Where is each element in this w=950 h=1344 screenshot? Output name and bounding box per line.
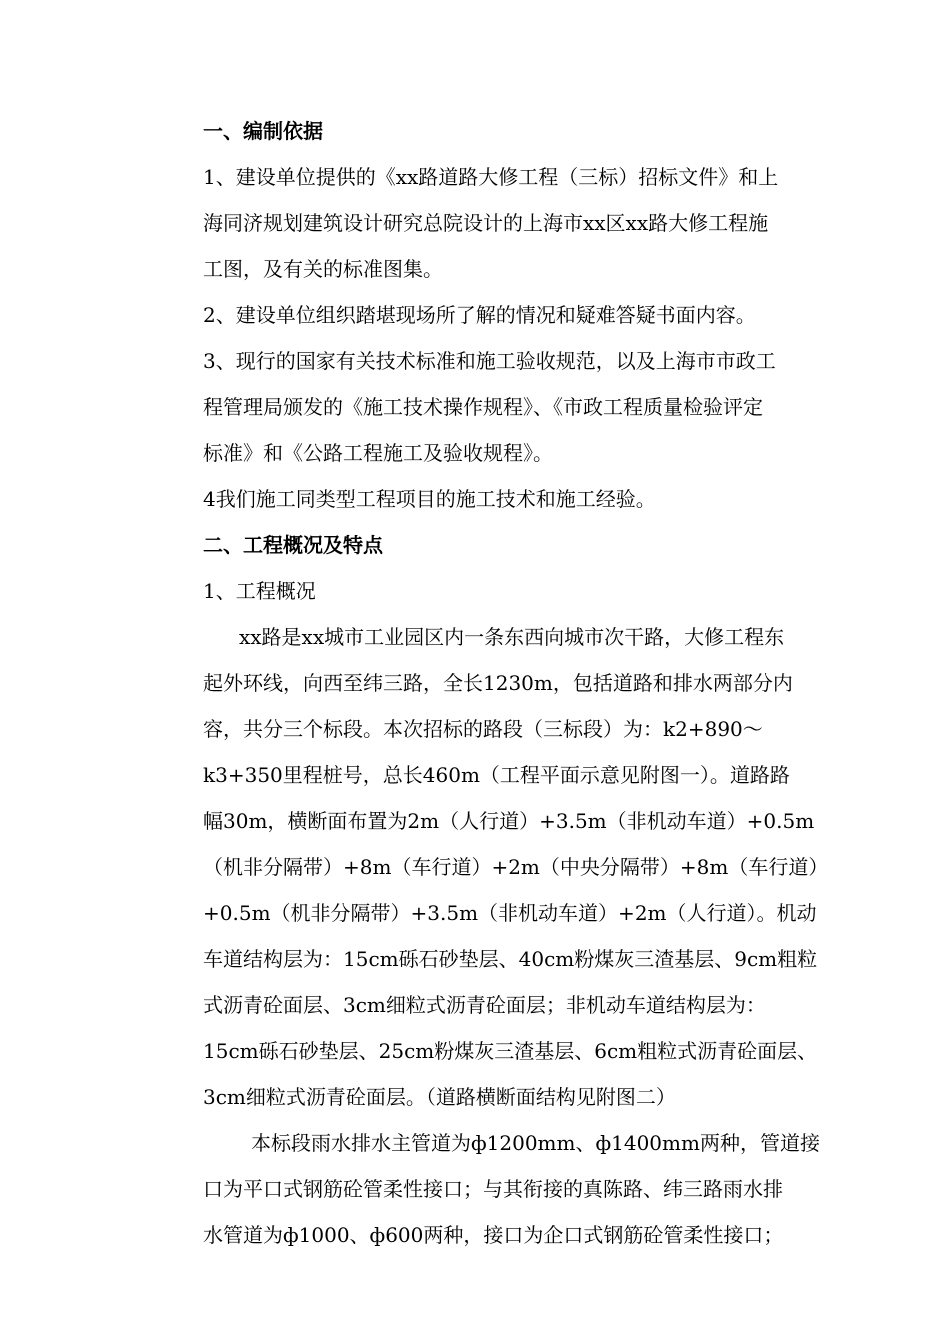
basis-item-4-line-1: 4我们施工同类型工程项目的施工技术和施工经验。 xyxy=(203,487,656,511)
basis-item-3-line-3: 标准》和《公路工程施工及验收规程》。 xyxy=(203,441,553,465)
basis-item-1-line-3: 工图，及有关的标准图集。 xyxy=(203,257,443,281)
basis-item-1-line-2: 海同济规划建筑设计研究总院设计的上海市xx区xx路大修工程施 xyxy=(203,211,769,235)
basis-item-2-line-1: 2、建设单位组织踏堪现场所了解的情况和疑难答疑书面内容。 xyxy=(203,303,756,327)
overview-paragraph-line: 15cm砾石砂垫层、25cm粉煤灰三渣基层、6cm粗粒式沥青砼面层、 xyxy=(203,1039,818,1063)
section-heading-overview: 二、工程概况及特点 xyxy=(203,533,383,557)
overview-paragraph-line: 幅30m，横断面布置为2m（人行道）+3.5m（非机动车道）+0.5m xyxy=(203,809,815,833)
drainage-paragraph-line: 水管道为ф1000、ф600两种，接口为企口式钢筋砼管柔性接口； xyxy=(203,1223,784,1247)
overview-paragraph-line: k3+350里程桩号，总长460m（工程平面示意见附图一）。道路路 xyxy=(203,763,790,787)
drainage-paragraph-line: 本标段雨水排水主管道为ф1200mm、ф1400mm两种，管道接 xyxy=(251,1131,820,1155)
overview-paragraph-line: （机非分隔带）+8m（车行道）+2m（中央分隔带）+8m（车行道） xyxy=(203,855,829,879)
overview-paragraph-line: +0.5m（机非分隔带）+3.5m（非机动车道）+2m（人行道）。机动 xyxy=(203,901,817,925)
document-page xyxy=(203,108,863,1258)
overview-paragraph-line: 起外环线，向西至纬三路，全长1230m，包括道路和排水两部分内 xyxy=(203,671,793,695)
overview-paragraph-line: 3cm细粒式沥青砼面层。（道路横断面结构见附图二） xyxy=(203,1085,676,1109)
overview-paragraph-line: 车道结构层为：15cm砾石砂垫层、40cm粉煤灰三渣基层、9cm粗粒 xyxy=(203,947,818,971)
drainage-paragraph-line: 口为平口式钢筋砼管柔性接口；与其衔接的真陈路、纬三路雨水排 xyxy=(203,1177,783,1201)
overview-paragraph-line: 式沥青砼面层、3cm细粒式沥青砼面层；非机动车道结构层为： xyxy=(203,993,766,1017)
basis-item-3-line-2: 程管理局颁发的《施工技术操作规程》、《市政工程质量检验评定 xyxy=(203,395,763,419)
section-heading-basis: 一、编制依据 xyxy=(203,119,323,143)
basis-item-3-line-1: 3、现行的国家有关技术标准和施工验收规范，以及上海市市政工 xyxy=(203,349,776,373)
subsection-heading-overview: 1、工程概况 xyxy=(203,579,316,603)
overview-paragraph-line: xx路是xx城市工业园区内一条东西向城市次干路，大修工程东 xyxy=(239,625,785,649)
overview-paragraph-line: 容，共分三个标段。本次招标的路段（三标段）为：k2+890～ xyxy=(203,717,763,741)
basis-item-1-line-1: 1、建设单位提供的《xx路道路大修工程（三标）招标文件》和上 xyxy=(203,165,779,189)
